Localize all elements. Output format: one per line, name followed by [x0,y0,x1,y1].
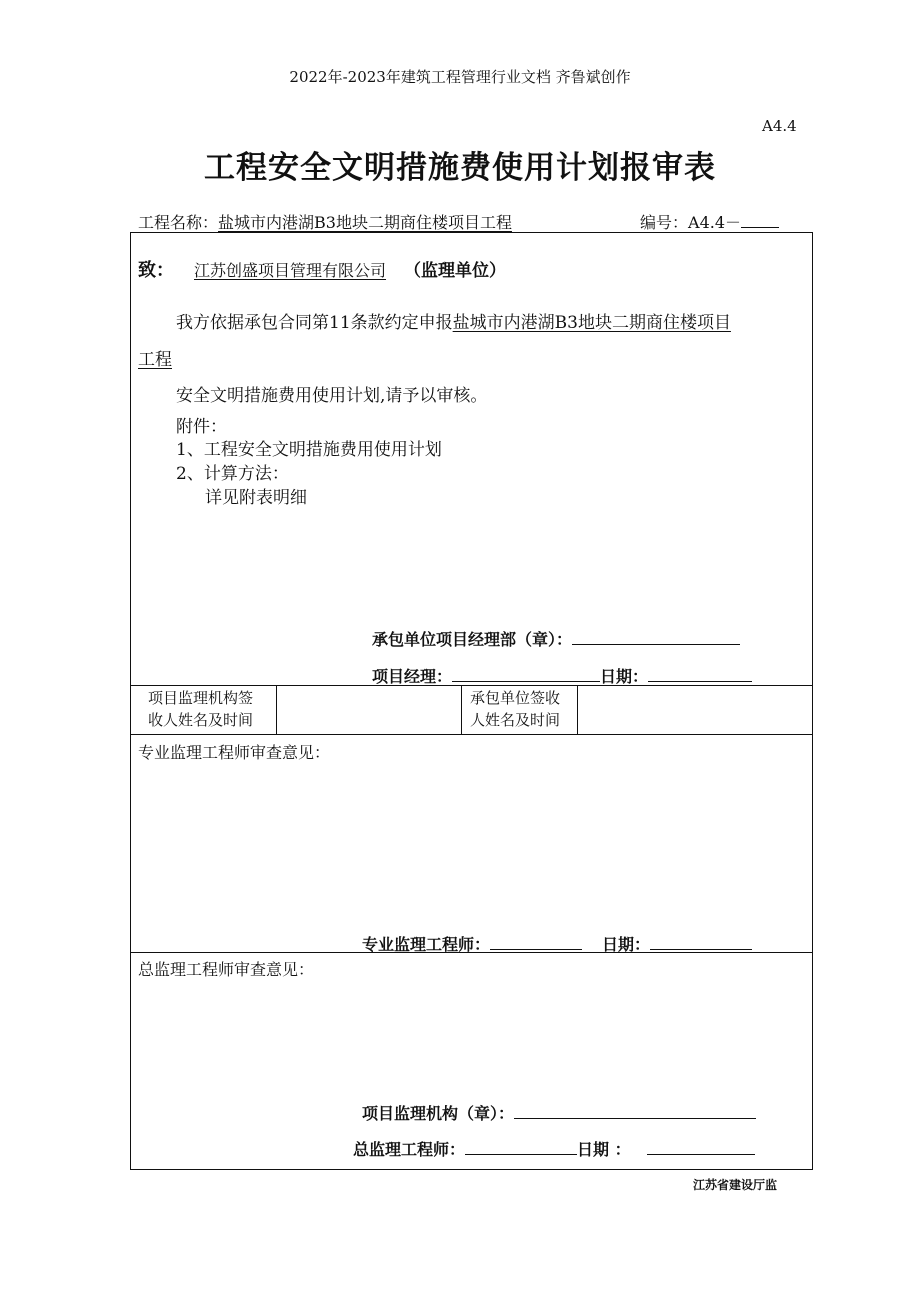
supervisor-receipt-label-2: 收人姓名及时间 [148,711,254,729]
body-line-3: 安全文明措施费用使用计划,请予以审核。 [176,386,488,406]
contractor-dept-blank[interactable] [572,628,740,645]
attachment-1: 1、工程安全文明措施费用使用计划 [176,440,442,460]
project-name-label: 工程名称： [138,213,219,232]
specialist-engineer-blank[interactable] [490,933,582,950]
contractor-dept-label: 承包单位项目经理部（章）： [372,630,573,649]
attachment-2-detail: 详见附表明细 [205,488,307,508]
contractor-receipt-label-2: 人姓名及时间 [470,711,561,729]
body-line-1 [176,308,731,333]
specialist-date-label: 日期： [602,935,651,954]
manager-date-label: 日期： [600,667,649,686]
supervisor-receipt-field[interactable] [278,686,460,734]
form-code: A4.4 [762,117,797,135]
header-note: 2022年-2023年建筑工程管理行业文档 齐鲁斌创作 [289,68,631,86]
supervisor-receipt-label-1: 项目监理机构签 [148,689,254,707]
chief-engineer-blank[interactable] [465,1138,577,1155]
specialist-opinion-label: 专业监理工程师审查意见： [138,743,331,762]
supervision-org-row [362,1101,756,1124]
chief-engineer-label: 总监理工程师： [353,1140,466,1159]
project-manager-blank[interactable] [452,665,600,682]
supervision-org-blank[interactable] [514,1102,756,1119]
specialist-engineer-label: 专业监理工程师： [362,935,491,954]
form-number-row [640,210,779,233]
body-project-ref-cont: 工程 [138,350,172,370]
specialist-sign-row [362,932,752,955]
addressee-label: 致： [138,260,174,281]
contractor-dept-row [372,627,740,650]
page-title: 工程安全文明措施费使用计划报审表 [204,150,716,186]
form-number-value: A4.4－ [688,213,742,232]
chief-opinion-field[interactable] [140,980,800,1090]
body-project-ref: 盐城市内港湖B3地块二期商住楼项目 [452,313,731,333]
specialist-opinion-field[interactable] [140,762,800,922]
body-intro: 我方依据承包合同第11条款约定申报 [176,313,453,333]
footer-issuer: 江苏省建设厅监 [693,1178,778,1192]
project-manager-label: 项目经理： [372,667,453,686]
attachments-label: 附件： [176,417,227,437]
form-number-blank[interactable] [741,211,779,228]
contractor-receipt-field[interactable] [579,686,811,734]
addressee-row [138,256,506,282]
contractor-receipt-label [470,687,560,731]
addressee-role: （监理单位） [404,261,507,281]
chief-opinion-label: 总监理工程师审查意见： [138,960,315,979]
project-manager-row [372,664,752,687]
specialist-date-blank[interactable] [650,933,752,950]
project-name-value: 盐城市内港湖B3地块二期商住楼项目工程 [218,213,512,232]
supervision-org-label: 项目监理机构（章）： [362,1104,515,1123]
manager-date-blank[interactable] [648,665,752,682]
chief-sign-row [353,1137,755,1160]
supervisor-receipt-label [148,687,253,731]
form-number-label: 编号： [640,213,689,232]
project-name-row [138,210,512,233]
attachment-2: 2、计算方法： [176,464,289,484]
contractor-receipt-label-1: 承包单位签收 [470,689,561,707]
chief-date-blank[interactable] [647,1138,755,1155]
addressee-company: 江苏创盛项目管理有限公司 [194,261,387,280]
chief-date-label: 日期 ： [577,1140,631,1159]
